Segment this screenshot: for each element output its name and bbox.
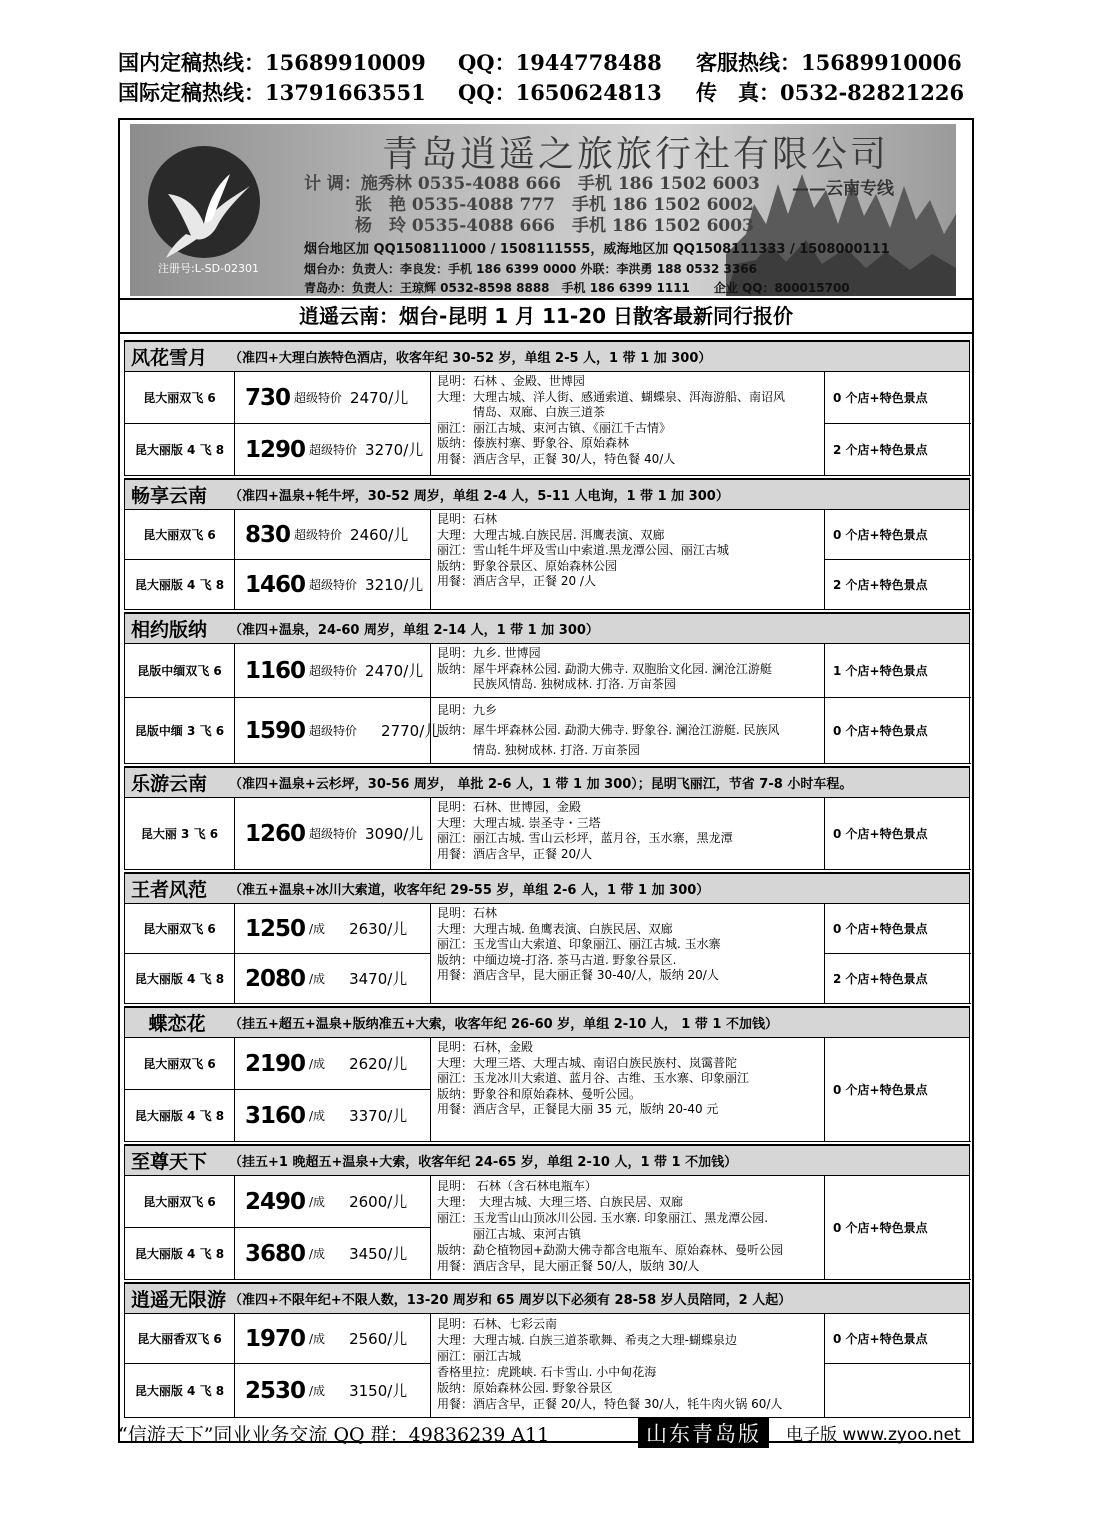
child-price: 2460/儿 — [350, 526, 409, 544]
itinerary-line: 丽江：玉龙冰川大索道、蓝月谷、古维、玉水寨、印象丽江 — [437, 1071, 750, 1085]
itinerary-line: 民族风情岛. 独树成林. 打洛. 万亩茶园 — [437, 677, 676, 691]
shop-cell: 2 个店+特色景点 — [825, 424, 971, 476]
price-label: /成 — [309, 922, 326, 936]
section-table — [124, 644, 970, 764]
yunnan-line-tag: ——云南专线 — [792, 179, 894, 199]
route-cell: 昆版中缅 3 飞 6 — [125, 698, 235, 764]
section-table — [124, 510, 970, 610]
itinerary-cell — [431, 1038, 825, 1142]
itinerary-line: 丽江：丽江古城. 雪山云杉坪，蓝月谷，玉水寨，黑龙潭 — [437, 831, 733, 845]
route-cell: 昆大丽版 4 飞 8 — [125, 560, 235, 610]
section-name: 乐游云南 — [131, 773, 208, 795]
hotlines — [118, 48, 978, 108]
itinerary-line: 大理： 大理古城、大理三塔、白族民居、双廊 — [437, 1195, 684, 1209]
child-price: 2600/儿 — [349, 1193, 408, 1211]
shop-cell: 2 个店+特色景点 — [825, 560, 971, 610]
itinerary-line: 昆明：九乡 — [437, 703, 498, 717]
price-cell — [235, 510, 431, 560]
itinerary-line: 昆明：石林、世博园，金殿 — [437, 800, 582, 814]
shop-cell: 0 个店+特色景点 — [825, 698, 971, 764]
adult-price: 730 — [245, 384, 291, 411]
price-label: 超级特价 — [294, 391, 343, 405]
itinerary-line: 用餐：酒店含早，正餐 20/人 — [437, 846, 593, 861]
price-cell — [235, 904, 431, 954]
section-table — [124, 372, 970, 476]
price-cell — [235, 798, 431, 870]
itinerary-cell — [431, 1314, 825, 1418]
itinerary-line: 版纳：犀牛坪森林公园. 勐泐大佛寺. 野象谷. 澜沧江游艇. 民族风 — [437, 723, 780, 737]
registration-number: 注册号:L-SD-02301 — [158, 262, 260, 275]
price-cell — [235, 698, 440, 764]
itinerary-line: 昆明：石林，金殿 — [437, 1040, 534, 1054]
price-label: 超级特价 — [309, 443, 358, 457]
section-name: 蝶恋花 — [148, 1013, 206, 1035]
adult-price: 1290 — [245, 436, 306, 463]
price-label: 超级特价 — [309, 724, 358, 738]
adult-price: 1460 — [245, 571, 306, 598]
itinerary-line: 丽江：雪山牦牛坪及雪山中索道.黑龙潭公园、丽江古城 — [437, 543, 729, 557]
itinerary-cell — [431, 904, 825, 1004]
itinerary-line: 版纳：勐仑植物园+勐泐大佛寺都含电瓶车、原始森林、曼听公园 — [437, 1243, 784, 1257]
shop-cell: 0 个店+特色景点 — [825, 372, 971, 424]
shop-cell: 0 个店+特色景点 — [825, 1038, 971, 1142]
route-cell: 昆大丽香双飞 6 — [125, 1314, 235, 1364]
route-cell: 昆大丽双飞 6 — [125, 510, 235, 560]
child-price: 3470/儿 — [349, 970, 408, 988]
footer — [118, 1420, 978, 1446]
itinerary-cell — [431, 1176, 825, 1280]
itinerary-line: 大理：大理古城. 白族三道茶歌舞、希夷之大理-蝴蝶泉边 — [437, 1333, 737, 1347]
shop-cell: 0 个店+特色景点 — [825, 510, 971, 560]
price-label: 超级特价 — [309, 578, 358, 592]
shop-cell: 0 个店+特色景点 — [825, 1314, 971, 1364]
price-label: 超级特价 — [309, 827, 358, 841]
route-cell: 昆大丽版 4 飞 8 — [125, 1364, 235, 1418]
shop-cell: 1 个店+特色景点 — [825, 644, 971, 698]
price-label: 超级特价 — [309, 664, 358, 678]
itinerary-line: 用餐：酒店含早，正餐 20 /人 — [437, 574, 596, 588]
itinerary-cell — [431, 372, 825, 476]
intl-hotline: 国际定稿热线：13791663551 — [118, 80, 426, 105]
adult-price: 2080 — [245, 965, 306, 992]
itinerary-line: 版纳：野象谷景区、原始森林公园 — [437, 558, 618, 573]
itinerary-line: 版纳：中缅边境-打洛. 茶马古道. 野象谷景区. — [437, 952, 677, 967]
itinerary-line: 丽江：玉龙雪山大索道、印象丽江、丽江古城. 玉水寨 — [437, 937, 721, 951]
section-name: 畅享云南 — [131, 485, 208, 507]
child-price: 3270/儿 — [365, 441, 424, 459]
child-price: 2470/儿 — [365, 662, 424, 680]
route-cell: 昆大丽版 4 飞 8 — [125, 424, 235, 476]
price-label: /成 — [309, 1384, 326, 1398]
shop-cell-empty — [825, 1364, 971, 1418]
route-cell: 昆大丽版 4 飞 8 — [125, 1090, 235, 1142]
itinerary-line: 版纳：傣族村寨、野象谷、原始森林 — [437, 436, 630, 450]
child-price: 3150/儿 — [349, 1382, 408, 1400]
section-table — [124, 1176, 970, 1280]
section-name: 相约版纳 — [131, 619, 208, 641]
itinerary-line: 大理：大理古城、洋人街、感通索道、蝴蝶泉、洱海游船、南诏风 — [437, 389, 786, 404]
price-cell — [235, 1038, 431, 1090]
footer-qq-group: “信游天下”同业业务交流 QQ 群：49836239 A11 — [118, 1424, 550, 1446]
price-cell — [235, 1090, 431, 1142]
agency-banner — [130, 124, 956, 296]
intl-qq: QQ：1650624813 — [458, 80, 662, 105]
child-price: 2620/儿 — [349, 1055, 408, 1073]
adult-price: 1970 — [245, 1325, 306, 1352]
price-sheet — [118, 118, 974, 1443]
price-label: /成 — [309, 1057, 326, 1071]
itinerary-line: 版纳：原始森林公园. 野象谷景区 — [437, 1381, 613, 1395]
domestic-hotline: 国内定稿热线：15689910009 — [118, 50, 426, 75]
price-cell — [235, 1176, 431, 1228]
itinerary-cell — [431, 698, 825, 764]
price-label: /成 — [309, 1332, 326, 1346]
itinerary-line: 用餐：酒店含早，正餐 20/人，特色餐 30/人，牦牛肉火锅 60/人 — [437, 1397, 783, 1411]
itinerary-line: 情岛、双廊、白族三道茶 — [437, 405, 606, 419]
route-cell: 昆大丽版 4 飞 8 — [125, 954, 235, 1004]
adult-price: 2490 — [245, 1188, 306, 1215]
shop-cell: 2 个店+特色景点 — [825, 954, 971, 1004]
itinerary-line: 用餐：酒店含早，正餐 30/人，特色餐 40/人 — [437, 451, 676, 466]
itinerary-line: 丽江古城、束河古镇 — [437, 1227, 582, 1241]
itinerary-line: 丽江：丽江古城、束河古镇、《丽江千古情》 — [437, 420, 672, 435]
route-cell: 昆大丽 3 飞 6 — [125, 798, 235, 870]
section-header — [124, 478, 970, 510]
section-name: 逍遥无限游 — [131, 1289, 227, 1311]
child-price: 3210/儿 — [365, 576, 424, 594]
itinerary-line: 昆明：石林 、金殿、世博园 — [437, 374, 585, 388]
itinerary-line: 情岛. 独树成林. 打洛. 万亩茶园 — [437, 743, 640, 757]
section-header — [124, 612, 970, 644]
child-price: 2560/儿 — [349, 1330, 408, 1348]
section-name: 至尊天下 — [131, 1151, 208, 1173]
section-header — [124, 766, 970, 798]
shop-cell: 0 个店+特色景点 — [825, 904, 971, 954]
itinerary-line: 昆明： 石林（含石林电瓶车） — [437, 1179, 597, 1193]
adult-price: 3680 — [245, 1240, 306, 1267]
qingdao-office: 青岛办：负责人：王琼辉 0532-8598 8888 手机 186 6399 1111 企业 QQ：800015700 — [304, 281, 850, 295]
price-cell — [235, 1314, 431, 1364]
route-cell: 昆大丽版 4 飞 8 — [125, 1228, 235, 1280]
itinerary-line: 昆明：石林、七彩云南 — [437, 1317, 558, 1331]
price-label: /成 — [309, 1109, 326, 1123]
domestic-qq: QQ：1944778488 — [458, 50, 662, 75]
itinerary-line: 用餐：酒店含早，昆大丽正餐 50/人，版纳 30/人 — [437, 1259, 700, 1273]
itinerary-line: 用餐：酒店含早，昆大丽正餐 30-40/人，版纳 20/人 — [437, 968, 719, 982]
itinerary-cell — [431, 798, 825, 870]
price-label: /成 — [309, 972, 326, 986]
itinerary-line: 丽江：丽江古城 — [437, 1349, 522, 1363]
price-label: 超级特价 — [294, 528, 343, 542]
itinerary-line: 用餐：酒店含早，正餐昆大丽 35 元，版纳 20-40 元 — [437, 1102, 719, 1116]
adult-price: 830 — [245, 521, 291, 548]
price-cell — [235, 644, 431, 698]
itinerary-cell — [431, 510, 825, 610]
section-note: （挂五+超五+温泉+版纳准五+大索，收客年纪 26-60 岁，单组 2-10 人， 1 带 1 不加钱） — [229, 1017, 778, 1032]
price-cell — [235, 954, 431, 1004]
adult-price: 1160 — [245, 657, 306, 684]
itinerary-line: 大理：大理古城. 鱼鹰表演、白族民居、双廊 — [437, 921, 673, 936]
child-price: 2770/儿 — [381, 722, 440, 740]
edition-badge: 山东青岛版 — [638, 1418, 769, 1448]
price-cell — [235, 372, 431, 424]
section-note: （准四+不限年纪+不限人数，13-20 周岁和 65 周岁以下必须有 28-58 岁人员陪同，2 人起） — [229, 1293, 792, 1308]
section-note: （准四+大理白族特色酒店，收客年纪 30-52 岁，单组 2-5 人，1 带 1 加 300） — [229, 351, 712, 366]
route-cell: 昆大丽双飞 6 — [125, 904, 235, 954]
route-cell: 昆版中缅双飞 6 — [125, 644, 235, 698]
section-name: 王者风范 — [131, 879, 208, 901]
itinerary-cell — [431, 644, 825, 698]
section-header — [124, 872, 970, 904]
route-cell: 昆大丽双飞 6 — [125, 1176, 235, 1228]
footer-website: 电子版 www.zyoo.net — [786, 1425, 961, 1445]
itinerary-line: 香格里拉：虎跳峡. 石卡雪山. 小中甸花海 — [437, 1365, 657, 1379]
price-label: /成 — [309, 1247, 326, 1261]
bird-logo-icon — [146, 142, 262, 262]
section-table — [124, 798, 970, 870]
itinerary-line: 版纳：犀牛坪森林公园. 勐泐大佛寺. 双胞胎文化园. 澜沧江游艇 — [437, 661, 772, 676]
shop-cell: 0 个店+特色景点 — [825, 1176, 971, 1280]
child-price: 3450/儿 — [349, 1245, 408, 1263]
itinerary-line: 大理：大理古城.白族民居. 洱鹰表演、双廊 — [437, 527, 665, 542]
planner-contacts: 计 调：施秀林 0535-4088 666 手机 186 1502 6003 张 艳 0535-4088 777 手机 186 1502 6002 杨 玲 0535-4088 666 手机 186 1502 6003 — [304, 174, 760, 236]
fax: 传 真：0532-82821226 — [696, 80, 965, 105]
section-note: （准五+温泉+冰川大索道，收客年纪 29-55 岁，单组 2-6 人，1 带 1 加 300） — [229, 883, 710, 898]
itinerary-line: 大理：大理三塔、大理古城、南诏白族民族村、岚霭普陀 — [437, 1055, 738, 1070]
child-price: 2470/儿 — [350, 389, 409, 407]
child-price: 2630/儿 — [349, 920, 408, 938]
section-table — [124, 1314, 970, 1418]
section-header — [124, 340, 970, 372]
section-header — [124, 1006, 970, 1038]
itinerary-line: 大理：大理古城. 崇圣寺・三塔 — [437, 815, 601, 830]
adult-price: 2530 — [245, 1377, 306, 1404]
itinerary-line: 版纳：野象谷和原始森林、曼听公园。 — [437, 1086, 642, 1101]
adult-price: 1260 — [245, 820, 306, 847]
section-note: （准四+温泉，24-60 周岁，单组 2-14 人，1 带 1 加 300） — [229, 623, 599, 638]
price-cell — [235, 1228, 431, 1280]
adult-price: 1250 — [245, 915, 306, 942]
sheet-title: 逍遥云南：烟台-昆明 1 月 11-20 日散客最新同行报价 — [120, 298, 972, 334]
child-price: 3090/儿 — [365, 825, 424, 843]
section-header — [124, 1282, 970, 1314]
qq-groups: 烟台地区加 QQ1508111000 / 1508111555，威海地区加 QQ1508111333 / 1508000111 — [304, 242, 890, 257]
section-note: （准四+温泉+牦牛坪，30-52 周岁，单组 2-4 人，5-11 人电询，1 带 1 加 300） — [229, 489, 729, 504]
adult-price: 3160 — [245, 1102, 306, 1129]
shop-cell: 0 个店+特色景点 — [825, 798, 971, 870]
hotline-row-2 — [118, 78, 978, 108]
section-note: （挂五+1 晚超五+温泉+大索，收客年纪 24-65 岁，单组 2-10 人，1 带 1 不加钱） — [229, 1155, 738, 1170]
section-table — [124, 1038, 970, 1142]
price-label: /成 — [309, 1195, 326, 1209]
adult-price: 2190 — [245, 1050, 306, 1077]
itinerary-line: 丽江：玉龙雪山山顶冰川公园. 玉水寨. 印象丽江、黑龙潭公园. — [437, 1211, 769, 1225]
company-name: 青岛逍遥之旅旅行社有限公司 — [382, 134, 890, 175]
child-price: 3370/儿 — [349, 1107, 408, 1125]
section-note: （准四+温泉+云杉坪，30-56 周岁， 单批 2-6 人，1 带 1 加 300）；昆明飞丽江，节省 7-8 小时车程。 — [229, 777, 853, 792]
section-name: 风花雪月 — [131, 347, 208, 369]
itinerary-line: 昆明：石林 — [437, 512, 498, 526]
adult-price: 1590 — [245, 717, 306, 744]
section-header — [124, 1144, 970, 1176]
price-cell — [235, 560, 431, 610]
service-hotline: 客服热线：15689910006 — [696, 50, 962, 75]
itinerary-line: 昆明：石林 — [437, 906, 498, 920]
price-cell — [235, 424, 431, 476]
route-cell: 昆大丽双飞 6 — [125, 1038, 235, 1090]
yantai-office: 烟台办：负责人：李良发：手机 186 6399 0000 外联：李洪勇 188 0532 3366 — [304, 262, 757, 276]
itinerary-line: 昆明：九乡. 世博园 — [437, 646, 541, 660]
route-cell: 昆大丽双飞 6 — [125, 372, 235, 424]
price-cell — [235, 1364, 431, 1418]
section-table — [124, 904, 970, 1004]
hotline-row-1 — [118, 48, 978, 78]
